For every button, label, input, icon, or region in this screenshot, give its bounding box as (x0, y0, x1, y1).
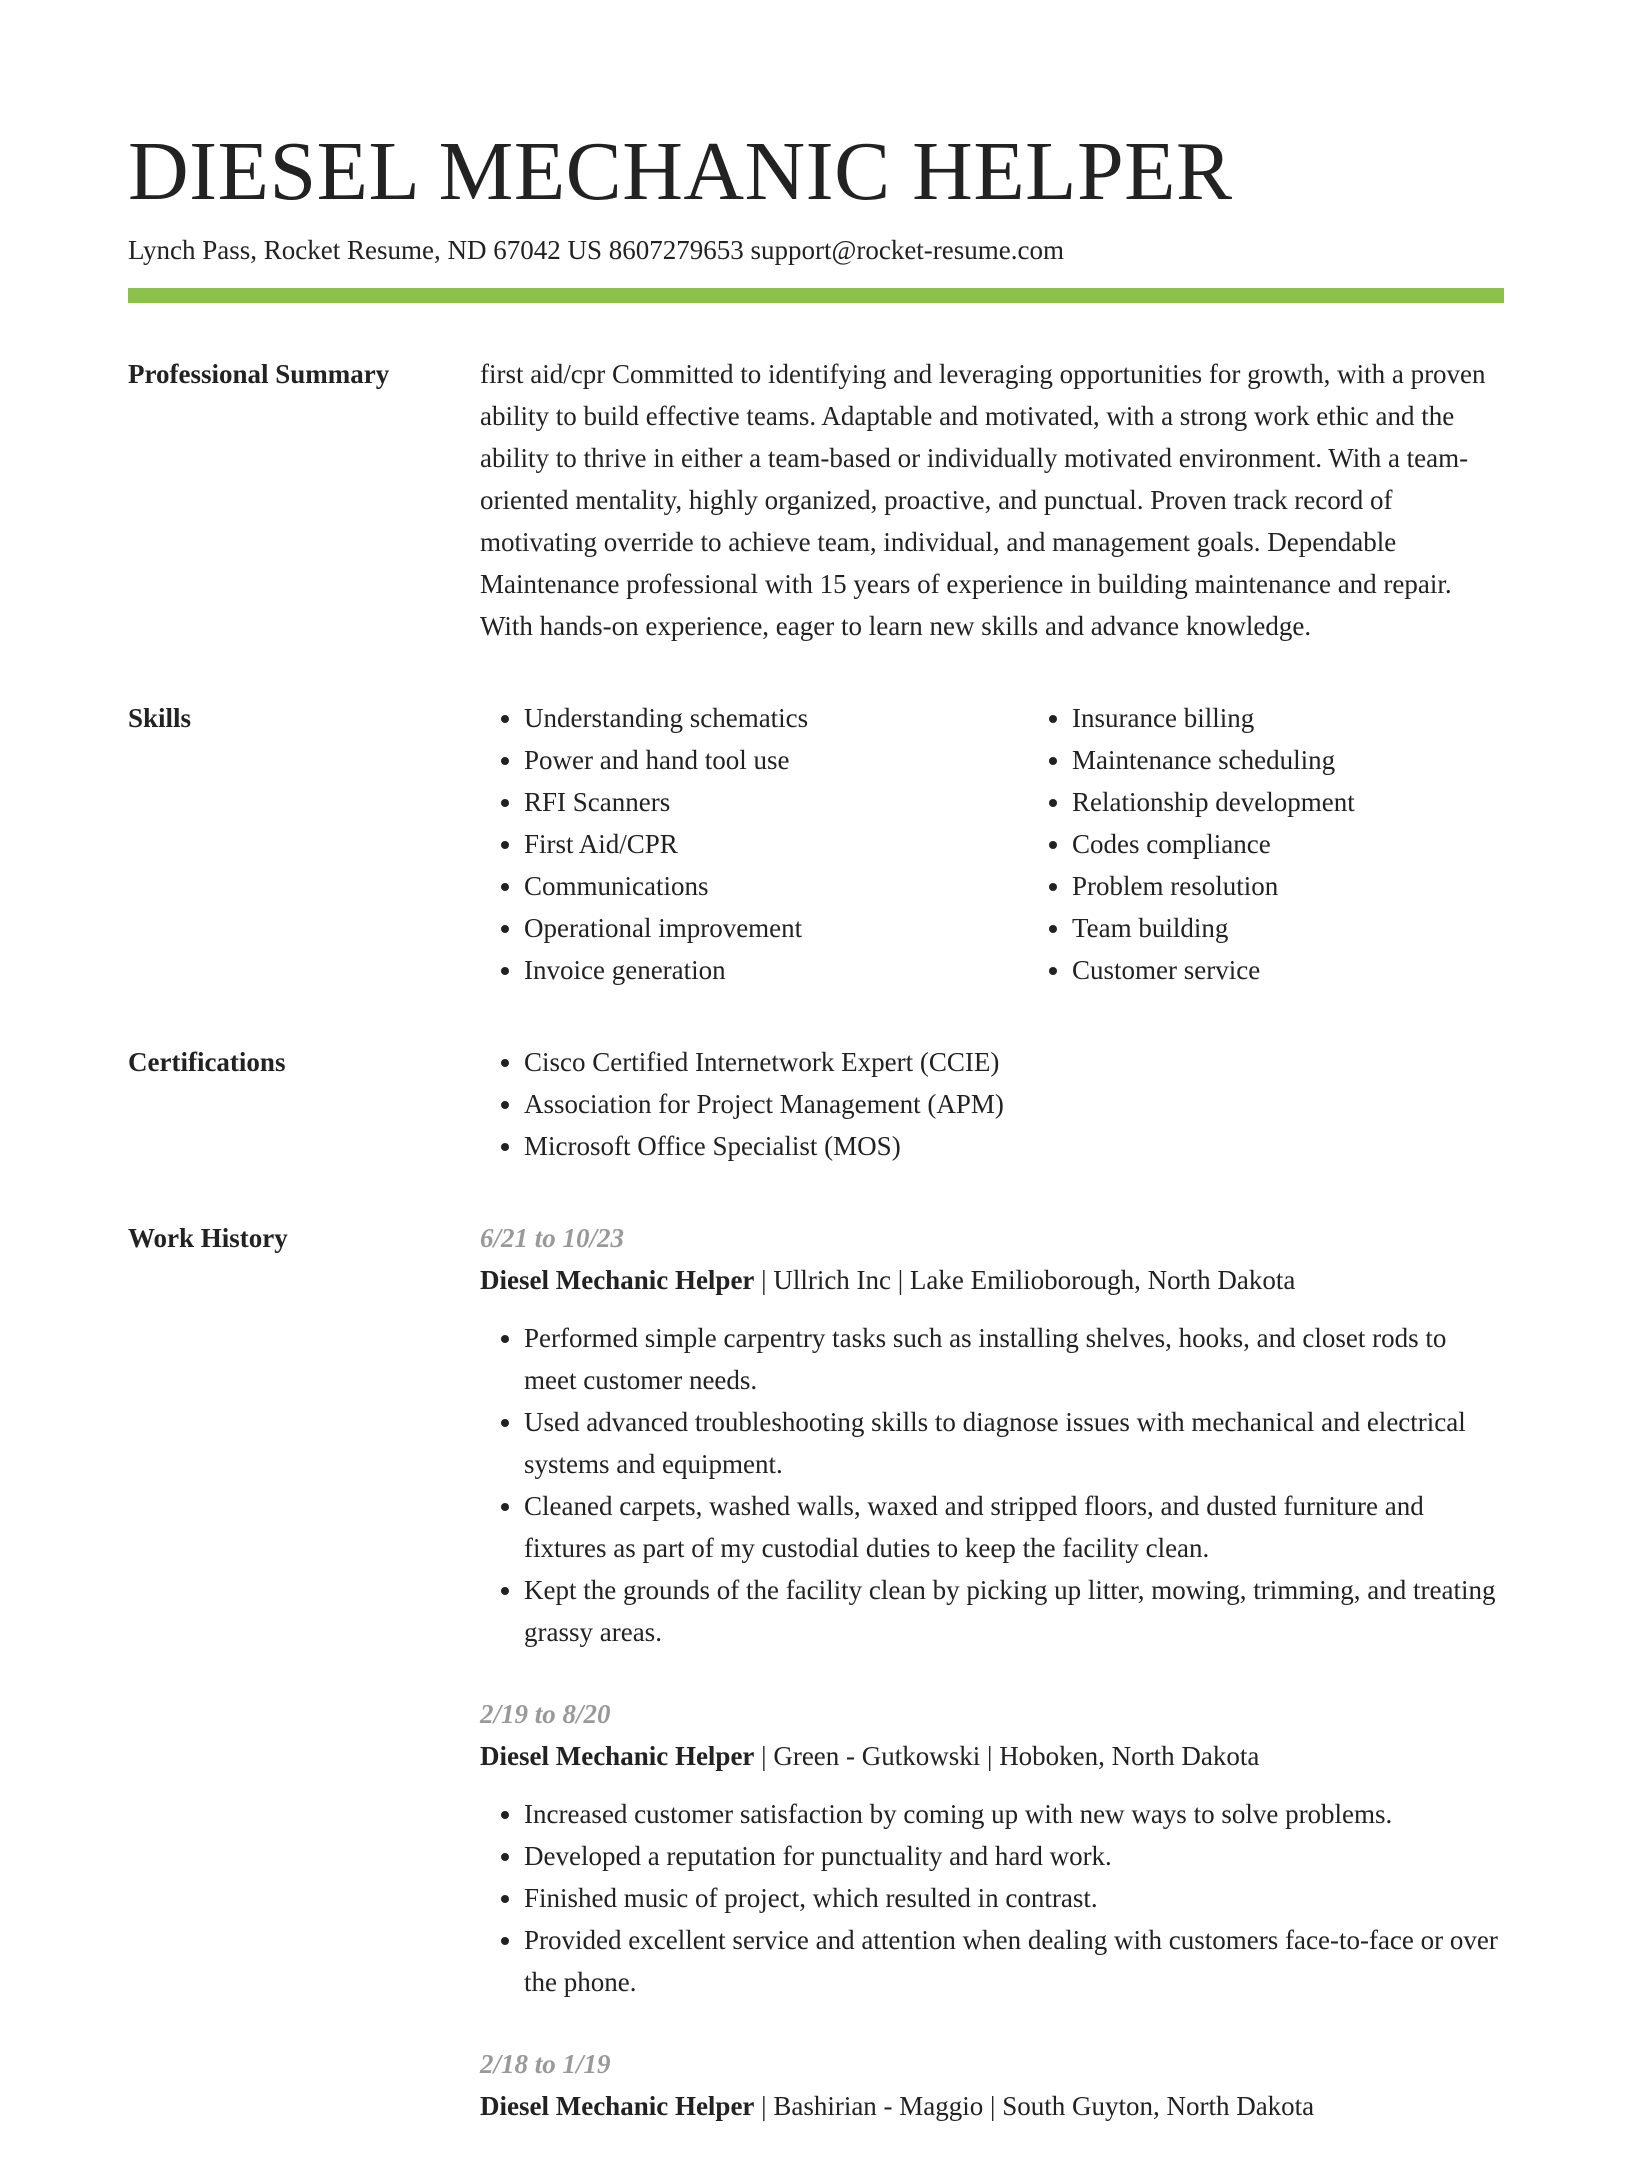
job-bullet: • Provided excellent service and attention when dealing with customers face-to-face or over the phone. (524, 1919, 1504, 2003)
skill-item: • Understanding schematics (524, 697, 1028, 739)
job-bullet: • Performed simple carpentry tasks such as installing shelves, hooks, and closet rods to meet customer needs. (524, 1317, 1504, 1401)
skill-item: • Team building (1072, 907, 1576, 949)
skills-list-left (480, 697, 1028, 991)
job-title: Diesel Mechanic Helper (480, 1265, 755, 1295)
job-heading (480, 2085, 1504, 2127)
job-details: | Green - Gutkowski | Hoboken, North Dakota (754, 1741, 1260, 1771)
skill-item: • Power and hand tool use (524, 739, 1028, 781)
summary-body (480, 353, 1504, 647)
skills-body (480, 697, 1576, 991)
job-entry (480, 1693, 1504, 2003)
job-dates: 2/19 to 8/20 (480, 1699, 611, 1729)
section-label-work-history: Work History (128, 1223, 288, 1253)
certifications-section (128, 1041, 1504, 1167)
skill-item: • Maintenance scheduling (1072, 739, 1576, 781)
skills-list-right (1028, 697, 1576, 991)
work-history-section (128, 1217, 1504, 2167)
job-dates: 6/21 to 10/23 (480, 1223, 625, 1253)
section-label-summary: Professional Summary (128, 359, 390, 389)
accent-divider (128, 288, 1504, 303)
skill-item: • Operational improvement (524, 907, 1028, 949)
skill-item: • Codes compliance (1072, 823, 1576, 865)
certifications-body (480, 1041, 1504, 1167)
job-details: | Bashirian - Maggio | South Guyton, North Dakota (754, 2091, 1315, 2121)
job-bullet: • Increased customer satisfaction by coming up with new ways to solve problems. (524, 1793, 1504, 1835)
job-entry (480, 1217, 1504, 1653)
job-bullet: • Used advanced troubleshooting skills to diagnose issues with mechanical and electrical systems and equipment. (524, 1401, 1504, 1485)
skill-item: • Problem resolution (1072, 865, 1576, 907)
resume-name: DIESEL MECHANIC HELPER (128, 125, 1233, 218)
job-bullet: • Kept the grounds of the facility clean by picking up litter, mowing, trimming, and treating grassy areas. (524, 1569, 1504, 1653)
job-bullet: • Developed a reputation for punctuality and hard work. (524, 1835, 1504, 1877)
job-heading (480, 1259, 1504, 1301)
job-bullet: • Finished music of project, which resulted in contrast. (524, 1877, 1504, 1919)
skill-item: • Relationship development (1072, 781, 1576, 823)
skill-item: • Insurance billing (1072, 697, 1576, 739)
job-details: | Ullrich Inc | Lake Emilioborough, North Dakota (754, 1265, 1296, 1295)
work-history-body (480, 1217, 1504, 2167)
summary-section (128, 353, 1504, 647)
job-dates: 2/18 to 1/19 (480, 2049, 611, 2079)
skill-item: • Customer service (1072, 949, 1576, 991)
section-label-skills: Skills (128, 703, 192, 733)
skills-section (128, 697, 1504, 991)
certifications-list (480, 1041, 1504, 1167)
certification-item: • Association for Project Management (APM) (524, 1083, 1504, 1125)
job-title: Diesel Mechanic Helper (480, 1741, 755, 1771)
certification-item: • Microsoft Office Specialist (MOS) (524, 1125, 1504, 1167)
summary-text: first aid/cpr Committed to identifying and leveraging opportunities for growth, with a proven ability to build effective teams. Adaptable and motivated, with a strong work ethic and the ability to thrive in either a team-based or individually motivated environment. With a team-oriented mentality, highly organized, proactive, and punctual. Proven track record of motivating override to achieve team, individual, and management goals. Dependable Maintenance professional with 15 years of experience in building maintenance and repair. With hands-on experience, eager to learn new skills and advance knowledge. (480, 359, 1486, 641)
skill-item: • Communications (524, 865, 1028, 907)
job-entry (480, 2043, 1504, 2127)
certification-item: • Cisco Certified Internetwork Expert (CCIE) (524, 1041, 1504, 1083)
job-bullet: • Cleaned carpets, washed walls, waxed and stripped floors, and dusted furniture and fixtures as part of my custodial duties to keep the facility clean. (524, 1485, 1504, 1569)
job-bullets (480, 1793, 1504, 2003)
job-bullets (480, 1317, 1504, 1653)
job-heading (480, 1735, 1504, 1777)
section-label-certifications: Certifications (128, 1047, 286, 1077)
contact-line: Lynch Pass, Rocket Resume, ND 67042 US 8607279653 support@rocket-resume.com (128, 235, 1064, 265)
skill-item: • RFI Scanners (524, 781, 1028, 823)
resume-page (128, 0, 1504, 2167)
skill-item: • First Aid/CPR (524, 823, 1028, 865)
job-title: Diesel Mechanic Helper (480, 2091, 755, 2121)
skill-item: • Invoice generation (524, 949, 1028, 991)
